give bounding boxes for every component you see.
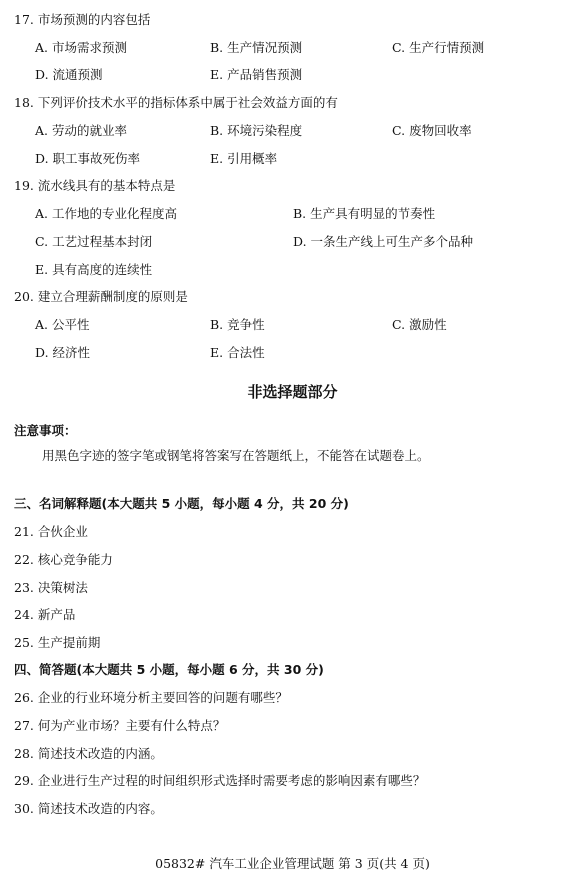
q18-option-c: C. 废物回收率 bbox=[392, 123, 472, 138]
q17-option-d: D. 流通预测 bbox=[35, 67, 103, 82]
q17-option-a: A. 市场需求预测 bbox=[35, 40, 127, 55]
question-28: 28. 简述技术改造的内涵。 bbox=[14, 746, 163, 761]
question-26: 26. 企业的行业环境分析主要回答的问题有哪些？ bbox=[14, 690, 288, 705]
q18-option-a: A. 劳动的就业率 bbox=[35, 123, 127, 138]
notice-heading: 注意事项： bbox=[14, 423, 77, 438]
question-18-stem: 18. 下列评价技术水平的指标体系中属于社会效益方面的有 bbox=[14, 95, 338, 110]
q19-option-e: E. 具有高度的连续性 bbox=[35, 262, 153, 277]
q17-option-b: B. 生产情况预测 bbox=[210, 40, 303, 55]
question-20-stem: 20. 建立合理薪酬制度的原则是 bbox=[14, 289, 188, 304]
q19-option-a: A. 工作地的专业化程度高 bbox=[35, 206, 177, 221]
page-footer: 05832# 汽车工业企业管理试题 第 3 页(共 4 页) bbox=[155, 856, 430, 871]
question-30: 30. 简述技术改造的内容。 bbox=[14, 801, 163, 816]
q18-option-d: D. 职工事故死伤率 bbox=[35, 151, 141, 166]
q17-option-c: C. 生产行情预测 bbox=[392, 40, 485, 55]
q18-option-e: E. 引用概率 bbox=[210, 151, 278, 166]
question-27: 27. 何为产业市场？主要有什么特点？ bbox=[14, 718, 226, 733]
notice-body: 用黑色字迹的签字笔或钢笔将答案写在答题纸上，不能答在试题卷上。 bbox=[42, 448, 430, 463]
question-21: 21. 合伙企业 bbox=[14, 524, 88, 539]
section-3-heading: 三、名词解释题(本大题共 5 小题，每小题 4 分，共 20 分) bbox=[14, 496, 349, 511]
q19-option-d: D. 一条生产线上可生产多个品种 bbox=[293, 234, 474, 249]
q19-option-c: C. 工艺过程基本封闭 bbox=[35, 234, 153, 249]
section-4-heading: 四、简答题(本大题共 5 小题，每小题 6 分，共 30 分) bbox=[14, 662, 324, 677]
q17-option-e: E. 产品销售预测 bbox=[210, 67, 303, 82]
question-29: 29. 企业进行生产过程的时间组织形式选择时需要考虑的影响因素有哪些？ bbox=[14, 773, 426, 788]
question-22: 22. 核心竞争能力 bbox=[14, 552, 113, 567]
q19-option-b: B. 生产具有明显的节奏性 bbox=[293, 206, 436, 221]
question-24: 24. 新产品 bbox=[14, 607, 76, 622]
q20-option-d: D. 经济性 bbox=[35, 345, 91, 360]
question-25: 25. 生产提前期 bbox=[14, 635, 101, 650]
q20-option-b: B. 竞争性 bbox=[210, 317, 265, 332]
question-19-stem: 19. 流水线具有的基本特点是 bbox=[14, 178, 176, 193]
q20-option-e: E. 合法性 bbox=[210, 345, 265, 360]
question-23: 23. 决策树法 bbox=[14, 580, 88, 595]
q18-option-b: B. 环境污染程度 bbox=[210, 123, 303, 138]
q20-option-a: A. 公平性 bbox=[35, 317, 90, 332]
q20-option-c: C. 激励性 bbox=[392, 317, 447, 332]
question-17-stem: 17. 市场预测的内容包括 bbox=[14, 12, 151, 27]
nonchoice-section-title: 非选择题部分 bbox=[247, 383, 338, 401]
